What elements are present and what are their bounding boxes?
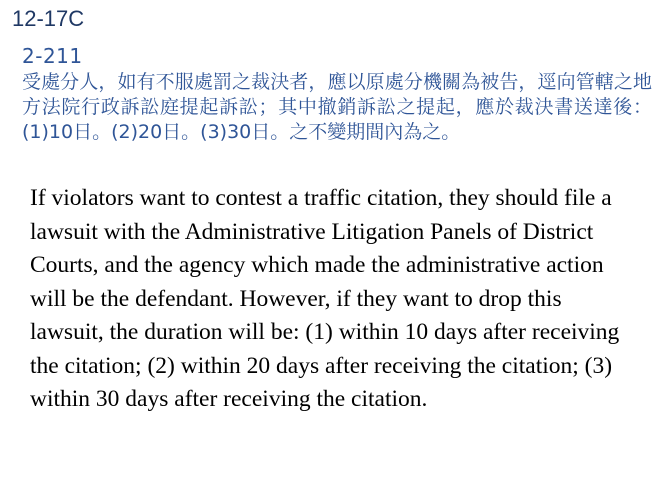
chinese-question-text: 受處分人，如有不服處罰之裁決者，應以原處分機關為被告，逕向管轄之地方法院行政訴訟庭提起訴訟；其中撤銷訴訟之提起，應於裁決書送達後：(1)10日。(2)20日。(3)30日。之不變期間內為之。: [22, 71, 652, 143]
chinese-question-block: [22, 44, 652, 145]
slide-code-label: 12-17C: [12, 6, 85, 31]
english-translation-text: If violators want to contest a traffic citation, they should file a lawsuit with the Administrative Litigation Panels of District Courts, and the agency which made the administrative action will be the defendant. However, if they want to drop this lawsuit, the duration will be: (1) within 10 days after receiving the citation; (2) within 20 days after receiving the citation; (3) within 30 days after receiving the citation.: [30, 185, 620, 412]
question-reference-number: 2-211: [22, 44, 83, 68]
